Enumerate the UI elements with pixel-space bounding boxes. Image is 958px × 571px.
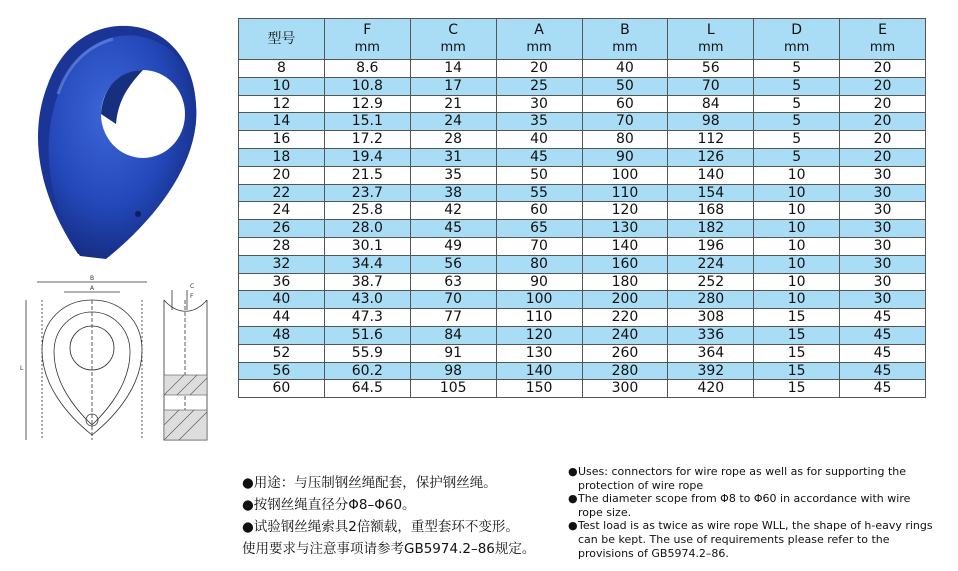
table-cell: 252: [668, 273, 754, 291]
table-cell: 15: [754, 362, 840, 380]
table-cell: 240: [582, 326, 668, 344]
table-cell: 30: [840, 291, 926, 309]
label-b: B: [90, 275, 95, 282]
table-cell: 5: [754, 113, 840, 131]
table-cell: 48: [239, 326, 325, 344]
table-cell: 70: [582, 113, 668, 131]
table-cell: 52: [239, 344, 325, 362]
table-cell: 28: [410, 131, 496, 149]
table-cell: 260: [582, 344, 668, 362]
table-cell: 60: [239, 380, 325, 398]
table-cell: 30: [840, 220, 926, 238]
table-cell: 280: [668, 291, 754, 309]
table-cell: 31: [410, 148, 496, 166]
table-cell: 70: [496, 237, 582, 255]
table-row: [239, 131, 926, 149]
table-cell: 14: [239, 113, 325, 131]
table-cell: 32: [239, 255, 325, 273]
table-cell: 30: [840, 166, 926, 184]
bullet-icon: ●: [568, 492, 578, 506]
table-row: [239, 326, 926, 344]
table-cell: 20: [496, 60, 582, 78]
table-cell: 5: [754, 95, 840, 113]
table-row: [239, 344, 926, 362]
table-cell: 50: [496, 166, 582, 184]
table-cell: 30: [840, 273, 926, 291]
table-cell: 15: [754, 344, 840, 362]
table-cell: 63: [410, 273, 496, 291]
table-row: [239, 273, 926, 291]
note-en-test: ● Test load is as twice as wire rope WLL, the shape of h-eavy rings can be kept. The use of requirements please refer to the provisions of GB5974.2–86.: [568, 519, 933, 560]
table-cell: 5: [754, 77, 840, 95]
table-cell: 160: [582, 255, 668, 273]
table-cell: 47.3: [324, 309, 410, 327]
table-cell: 154: [668, 184, 754, 202]
table-cell: 15: [754, 326, 840, 344]
table-cell: 25.8: [324, 202, 410, 220]
table-cell: 200: [582, 291, 668, 309]
table-cell: 45: [410, 220, 496, 238]
table-cell: 98: [410, 362, 496, 380]
column-header: L mm: [668, 19, 754, 60]
table-cell: 90: [582, 148, 668, 166]
table-cell: 45: [840, 326, 926, 344]
table-cell: 17: [410, 77, 496, 95]
header-row: [239, 19, 926, 60]
table-cell: 56: [668, 60, 754, 78]
table-row: [239, 202, 926, 220]
table-cell: 120: [582, 202, 668, 220]
table-cell: 24: [239, 202, 325, 220]
table-cell: 308: [668, 309, 754, 327]
table-cell: 140: [582, 237, 668, 255]
table-cell: 80: [496, 255, 582, 273]
table-cell: 60: [496, 202, 582, 220]
table-cell: 130: [582, 220, 668, 238]
table-cell: 336: [668, 326, 754, 344]
table-cell: 10.8: [324, 77, 410, 95]
table-cell: 5: [754, 60, 840, 78]
table-cell: 30: [840, 202, 926, 220]
table-cell: 49: [410, 237, 496, 255]
table-cell: 60.2: [324, 362, 410, 380]
table-cell: 30: [840, 237, 926, 255]
table-cell: 105: [410, 380, 496, 398]
table-cell: 17.2: [324, 131, 410, 149]
table-row: [239, 362, 926, 380]
table-row: [239, 60, 926, 78]
table-cell: 50: [582, 77, 668, 95]
table-cell: 20: [840, 95, 926, 113]
table-row: [239, 237, 926, 255]
label-l: L: [20, 365, 24, 372]
table-cell: 40: [496, 131, 582, 149]
table-cell: 112: [668, 131, 754, 149]
table-cell: 30: [840, 184, 926, 202]
table-cell: 64.5: [324, 380, 410, 398]
table-cell: 25: [496, 77, 582, 95]
table-cell: 21.5: [324, 166, 410, 184]
table-cell: 56: [410, 255, 496, 273]
table-cell: 91: [410, 344, 496, 362]
note-cn-use: ●用途：与压制钢丝绳配套，保护钢丝绳。: [242, 475, 497, 491]
table-cell: 51.6: [324, 326, 410, 344]
table-cell: 30: [840, 255, 926, 273]
bullet-icon: ●: [568, 465, 578, 478]
table-cell: 15: [754, 380, 840, 398]
table-cell: 196: [668, 237, 754, 255]
table-cell: 19.4: [324, 148, 410, 166]
table-cell: 28.0: [324, 220, 410, 238]
label-f: F: [190, 293, 194, 300]
table-cell: 10: [239, 77, 325, 95]
table-cell: 80: [582, 131, 668, 149]
thimble-photo: [18, 14, 208, 264]
table-cell: 42: [410, 202, 496, 220]
table-cell: 12.9: [324, 95, 410, 113]
table-cell: 10: [754, 220, 840, 238]
table-cell: 10: [754, 255, 840, 273]
table-cell: 150: [496, 380, 582, 398]
table-cell: 280: [582, 362, 668, 380]
table-cell: 98: [668, 113, 754, 131]
table-row: [239, 255, 926, 273]
table-cell: 126: [668, 148, 754, 166]
table-cell: 38: [410, 184, 496, 202]
table-cell: 45: [840, 380, 926, 398]
column-header: D mm: [754, 19, 840, 60]
table-cell: 10: [754, 273, 840, 291]
note-en-diameter: ● The diameter scope from Φ8 to Φ60 in accordance with wire rope size.: [568, 492, 911, 519]
table-cell: 55.9: [324, 344, 410, 362]
table-cell: 10: [754, 291, 840, 309]
table-cell: 100: [496, 291, 582, 309]
table-row: [239, 380, 926, 398]
table-cell: 24: [410, 113, 496, 131]
table-cell: 16: [239, 131, 325, 149]
label-a: A: [90, 285, 95, 292]
table-cell: 28: [239, 237, 325, 255]
table-cell: 20: [840, 113, 926, 131]
table-cell: 120: [496, 326, 582, 344]
note-cn-diameter: ●按钢丝绳直径分Φ8–Φ60。: [242, 497, 416, 513]
table-cell: 84: [668, 95, 754, 113]
column-header: F mm: [324, 19, 410, 60]
table-cell: 40: [582, 60, 668, 78]
table-cell: 44: [239, 309, 325, 327]
table-cell: 130: [496, 344, 582, 362]
table-cell: 45: [840, 344, 926, 362]
table-cell: 8: [239, 60, 325, 78]
table-cell: 168: [668, 202, 754, 220]
column-header: A mm: [496, 19, 582, 60]
table-cell: 110: [582, 184, 668, 202]
table-cell: 45: [840, 362, 926, 380]
table-row: [239, 184, 926, 202]
table-cell: 224: [668, 255, 754, 273]
table-row: [239, 77, 926, 95]
column-header: 型号: [239, 19, 325, 60]
table-cell: 8.6: [324, 60, 410, 78]
table-cell: 392: [668, 362, 754, 380]
label-c: C: [190, 283, 195, 290]
table-cell: 30.1: [324, 237, 410, 255]
table-cell: 45: [496, 148, 582, 166]
note-cn-test: ●试验钢丝绳索具2倍额载，重型套环不变形。: [242, 519, 519, 535]
table-cell: 10: [754, 202, 840, 220]
table-cell: 21: [410, 95, 496, 113]
note-cn-standard: 使用要求与注意事项请参考GB5974.2–86规定。: [242, 541, 536, 557]
table-cell: 20: [840, 77, 926, 95]
table-cell: 5: [754, 131, 840, 149]
table-cell: 15.1: [324, 113, 410, 131]
table-cell: 60: [582, 95, 668, 113]
table-cell: 14: [410, 60, 496, 78]
table-cell: 55: [496, 184, 582, 202]
note-en-use: ● Uses: connectors for wire rope as well as for supporting the protection of wire rope: [568, 465, 907, 492]
bullet-icon: ●: [568, 519, 578, 533]
table-row: [239, 166, 926, 184]
table-cell: 36: [239, 273, 325, 291]
table-cell: 35: [410, 166, 496, 184]
table-cell: 140: [496, 362, 582, 380]
table-cell: 30: [496, 95, 582, 113]
table-cell: 10: [754, 184, 840, 202]
table-cell: 22: [239, 184, 325, 202]
table-cell: 10: [754, 166, 840, 184]
table-cell: 84: [410, 326, 496, 344]
table-cell: 220: [582, 309, 668, 327]
table-cell: 12: [239, 95, 325, 113]
table-cell: 5: [754, 148, 840, 166]
dimension-drawing: [12, 270, 222, 460]
table-cell: 20: [840, 60, 926, 78]
table-cell: 20: [840, 131, 926, 149]
table-row: [239, 95, 926, 113]
table-cell: 100: [582, 166, 668, 184]
table-row: [239, 291, 926, 309]
table-cell: 70: [668, 77, 754, 95]
table-cell: 40: [239, 291, 325, 309]
table-cell: 20: [239, 166, 325, 184]
column-header: E mm: [840, 19, 926, 60]
table-cell: 38.7: [324, 273, 410, 291]
table-cell: 420: [668, 380, 754, 398]
column-header: B mm: [582, 19, 668, 60]
table-row: [239, 148, 926, 166]
column-header: C mm: [410, 19, 496, 60]
table-cell: 140: [668, 166, 754, 184]
table-cell: 90: [496, 273, 582, 291]
table-cell: 20: [840, 148, 926, 166]
table-cell: 23.7: [324, 184, 410, 202]
notes-english: [568, 465, 938, 560]
table-cell: 34.4: [324, 255, 410, 273]
table-cell: 77: [410, 309, 496, 327]
table-cell: 110: [496, 309, 582, 327]
table-cell: 300: [582, 380, 668, 398]
table-cell: 56: [239, 362, 325, 380]
table-cell: 43.0: [324, 291, 410, 309]
table-cell: 65: [496, 220, 582, 238]
table-cell: 45: [840, 309, 926, 327]
table-row: [239, 113, 926, 131]
table-row: [239, 220, 926, 238]
table-row: [239, 309, 926, 327]
spec-table: [238, 18, 926, 398]
table-cell: 180: [582, 273, 668, 291]
table-cell: 70: [410, 291, 496, 309]
table-cell: 26: [239, 220, 325, 238]
table-cell: 15: [754, 309, 840, 327]
table-cell: 18: [239, 148, 325, 166]
table-cell: 35: [496, 113, 582, 131]
notes-chinese: [242, 472, 562, 560]
table-cell: 182: [668, 220, 754, 238]
table-cell: 10: [754, 237, 840, 255]
table-cell: 364: [668, 344, 754, 362]
